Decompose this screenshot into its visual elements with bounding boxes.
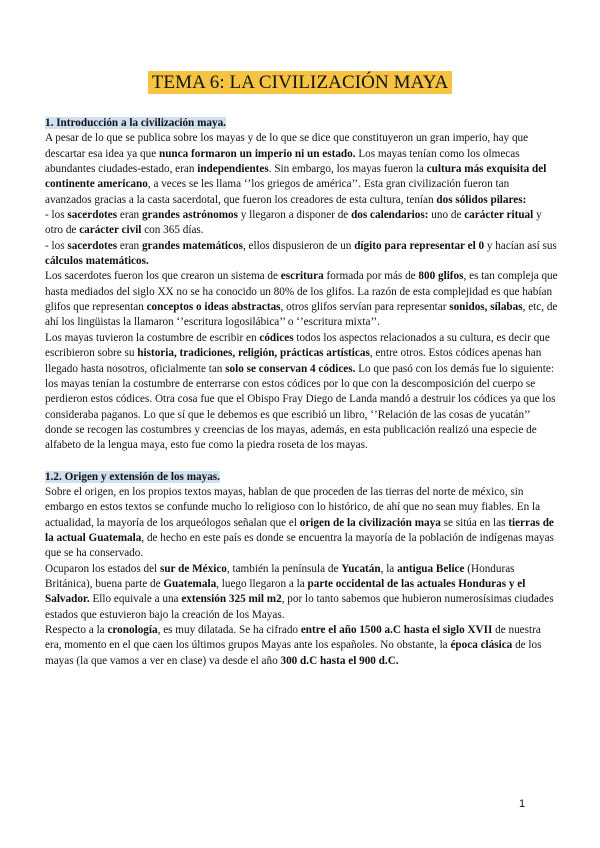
paragraph xyxy=(45,208,558,239)
bold-text: parte occidental de las actuales Honduras y el Salvador. xyxy=(45,577,526,606)
text-run: y llegaron a disponer de xyxy=(237,209,352,222)
bold-text: nunca formaron un imperio ni un estado. xyxy=(158,147,356,160)
bold-text: dos sólidos pilares: xyxy=(436,193,527,206)
paragraph xyxy=(45,623,558,669)
bold-text: independientes xyxy=(197,163,269,176)
page-title xyxy=(0,72,600,94)
title-text: TEMA 6: LA CIVILIZACIÓN MAYA xyxy=(148,71,453,94)
text-run: , por lo tanto sabemos que hubieron numerosísimas ciudades estados que estuvieron bajo la creación de los Mayas. xyxy=(45,593,554,621)
text-run: , también la península de xyxy=(226,562,342,575)
text-run: Sobre el origen, en los propios textos mayas, hablan de que proceden de las tierras del norte de méxico, sin embargo en estos textos se confunde mucho lo religioso con lo histórico, de ahí que no sean muy fiables. En la actualidad, la mayoría de los arqueólogos señalan que el xyxy=(45,485,541,529)
bold-text: origen de la civilización maya xyxy=(299,516,441,529)
text-run: Los mayas tuvieron la costumbre de escribir en xyxy=(45,331,260,344)
text-run: , la xyxy=(380,562,398,575)
bold-text: entre el año 1500 a.C hasta el siglo XVII xyxy=(300,624,493,636)
text-run: , etc, de ahí los lingüistas la llamaron ‘’escritura logosilábica’’ o ‘’escritura mixta’’. xyxy=(45,301,558,329)
bold-text: época clásica xyxy=(450,639,513,652)
bold-text: antigua Belice xyxy=(397,562,465,575)
bold-text: sur de México xyxy=(159,562,227,575)
bold-text: sacerdotes xyxy=(67,209,118,222)
section-heading xyxy=(45,470,558,485)
bold-text: conceptos o ideas abstractas xyxy=(146,301,281,314)
text-run: todos los aspectos relacionados a su cultura, es decir que escribieron sobre su xyxy=(45,331,550,360)
paragraph xyxy=(45,269,558,330)
bold-text: dos calendarios: xyxy=(351,209,429,222)
bold-text: 800 glifos xyxy=(418,270,464,283)
bold-text: Guatemala xyxy=(163,577,217,590)
bold-text: carácter ritual xyxy=(464,209,534,222)
text-run: se sitúa en las xyxy=(440,516,509,529)
text-run: A pesar de lo que se publica sobre los mayas y de lo que se dice que constituyeron un gran imperio, hay que descartar esa idea ya que xyxy=(45,132,529,160)
text-run: - los xyxy=(45,239,68,252)
text-run: , ellos dispusieron de un xyxy=(242,239,355,252)
paragraph xyxy=(45,239,558,270)
text-run: , es muy dilatada. Se ha cifrado xyxy=(157,624,301,636)
text-run: , luego llegaron a la xyxy=(216,577,308,590)
bold-text: cronología xyxy=(107,624,158,636)
bold-text: solo se conservan 4 códices. xyxy=(225,362,356,375)
text-run: Respecto a la xyxy=(45,624,108,636)
spacer xyxy=(45,454,558,470)
text-run: formada por más de xyxy=(323,270,419,283)
bold-text: historia, tradiciones, religión, prácticas artísticas xyxy=(137,347,370,360)
text-run: uno de xyxy=(428,209,465,222)
bold-text: extensión 325 mil m2 xyxy=(181,593,282,606)
text-run: y otro de xyxy=(45,209,542,237)
paragraph xyxy=(45,331,558,454)
text-run: Los mayas tenían como los olmecas abundantes ciudades-estado, eran xyxy=(45,147,520,176)
page-number: 1 xyxy=(519,798,526,810)
bold-text: dígito para representar el 0 xyxy=(354,239,485,252)
bold-text: Yucatán xyxy=(341,562,381,575)
text-run: , entre otros. Estos códices apenas han llegado hasta nosotros, oficialmente tan xyxy=(45,347,542,375)
paragraph xyxy=(45,131,558,208)
text-run: , a veces se les llama ‘’los griegos de américa’’. Esta gran civilización fueron tan avanzados gracias a la casta sacerdotal, que fueron los creadores de esta cultura, tenían xyxy=(45,178,510,206)
text-run: con 365 días. xyxy=(141,224,204,237)
text-run: y hacían así sus xyxy=(484,239,557,252)
paragraph xyxy=(45,485,558,562)
text-run: , es tan compleja que hasta mediados del siglo XX no se ha conocido un 80% de los glifos. La razón de esta complejidad es que habían glifos que representan xyxy=(45,270,558,314)
text-run: eran xyxy=(117,209,142,222)
bold-text: grandes matemáticos xyxy=(141,239,243,252)
text-run: de nuestra era, momento en el que caen los últimos grupos Mayas ante los españoles. No obstante, la xyxy=(45,624,541,652)
bold-text: escritura xyxy=(280,270,324,283)
section-1-heading: 1. Introducción a la civilización maya. xyxy=(45,117,226,129)
text-run: - los xyxy=(45,209,68,222)
bold-text: cultura más exquisita del continente americano xyxy=(45,163,547,191)
text-run: , de hecho en este país es donde se encuentra la mayoría de la población de indígenas mayas que se ha conservado. xyxy=(45,531,554,560)
paragraph xyxy=(45,562,558,623)
document-body xyxy=(45,116,558,669)
text-run: . Sin embargo, los mayas fueron la xyxy=(268,163,427,176)
bold-text: sonidos, sílabas xyxy=(449,301,523,314)
text-run: (Honduras Británica), buena parte de xyxy=(45,562,515,590)
section-2-heading: 1.2. Origen y extensión de los mayas. xyxy=(45,470,220,483)
bold-text: carácter civil xyxy=(79,224,142,237)
text-run: eran xyxy=(117,239,142,252)
text-run: , otros glifos servían para representar xyxy=(280,301,450,314)
text-run: Ello equivale a una xyxy=(89,593,182,606)
text-run: Ocuparon los estados del xyxy=(45,562,160,575)
bold-text: tierras de la actual Guatemala xyxy=(45,516,554,544)
section-heading xyxy=(45,116,558,131)
text-run: Lo que pasó con los demás fue lo siguiente: los mayas tenían la costumbre de enterrarse con estos códices por lo que con la descomposición del cuerpo se perdieron estos códices. Otra cosa fue que el Obispo Fray Diego de Landa mandó a destruir los códices ya que los consideraba paganos. Lo que sí que le debemos es que escribió un libro, ‘’Relación de las cosas de yucatán’’ donde se recogen las costumbres y creencias de los mayas, además, en esta publicación realizó una especie de alfabeto de la lengua maya, esto fue como la piedra roseta de los mayas. xyxy=(45,362,556,452)
bold-text: sacerdotes xyxy=(67,239,118,252)
bold-text: grandes astrónomos xyxy=(141,209,238,222)
text-run: de los mayas (la que vamos a ver en clase) va desde el año xyxy=(45,639,542,667)
bold-text: cálculos matemáticos. xyxy=(45,255,149,268)
bold-text: 300 d.C hasta el 900 d.C. xyxy=(280,654,399,667)
text-run: Los sacerdotes fueron los que crearon un sistema de xyxy=(45,270,281,283)
bold-text: códices xyxy=(259,331,294,344)
